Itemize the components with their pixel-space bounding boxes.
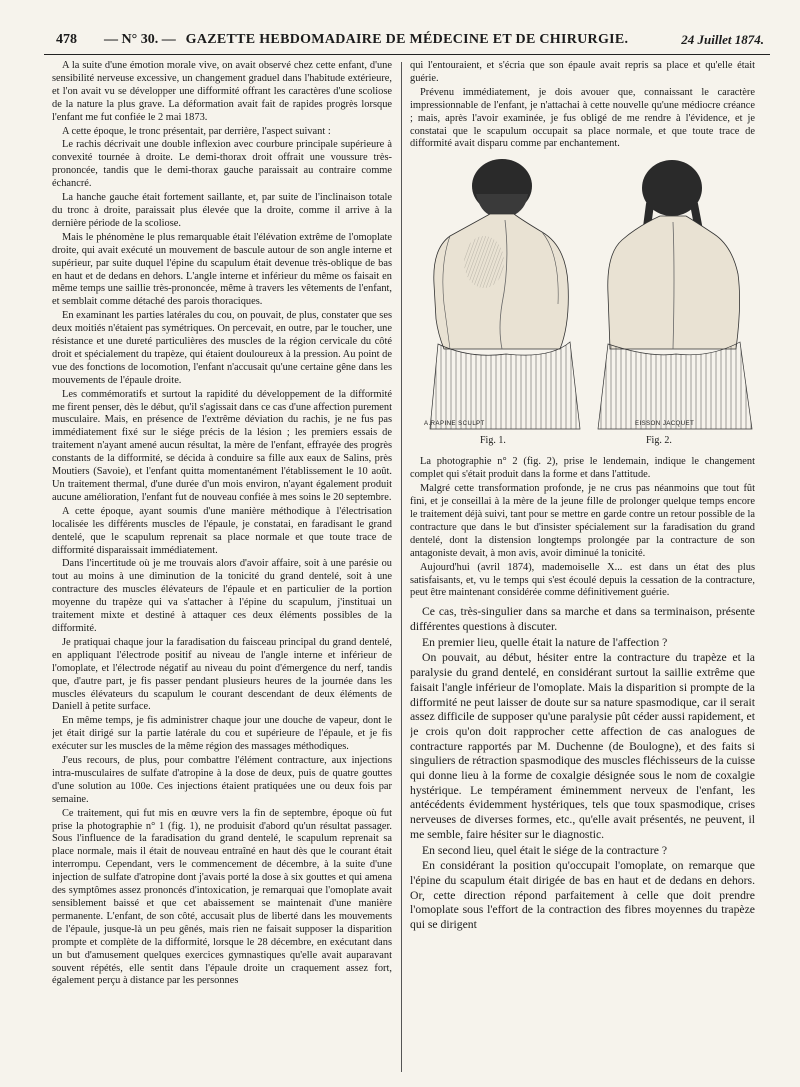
paragraph: On pouvait, au début, hésiter entre la contracture du trapèze et la paralysie du grand dentelé, en considérant surtout la saillie extrême que faisait l'angle inférieur de l'omoplate. Mais la disparition si prompte de la difformité ne peut laisser de doute sur sa nature spasmodique, car il serait assez difficile de supposer qu'une paralysie pût céder aussi rapidement, et je crois qu'on doit rapprocher cette affection de cas analogues de contracture rapportés par M. Duchenne (de Boulogne), et des faits si singuliers de rétraction spasmodique des muscles fléchisseurs de la cuisse qui donne lieu à la forme de coxalgie désignée sous le nom de coxalgie hystérique. Le tempérament éminemment nerveux de l'enfant, les antécédents évidemment hystériques, tels que toux spasmodique, crises nerveuses de diverses formes, etc., qu'elle avait présentés, ne peuvent, il me semble, faire hésiter sur le diagnostic. xyxy=(410,651,755,841)
paragraph: Ce cas, très-singulier dans sa marche et dans sa terminaison, présente différentes questions à discuter. xyxy=(410,605,755,634)
paragraph: Malgré cette transformation profonde, je ne crus pas néanmoins que tout fût fini, et je conseillai à la mère de la jeune fille de prolonger quelque temps encore le traitement déjà suivi, tant pour se mettre en garde contre un retour possible de la contracture que dans le but d'insister spécialement sur la faradisation du grand dentelé, dont la distension longtemps prolongée par la contracture de son antagoniste devait, à mon avis, avoir diminué la tonicité. xyxy=(410,483,755,559)
paragraph: A cette époque, le tronc présentait, par derrière, l'aspect suivant : xyxy=(62,125,331,137)
paragraph: Le rachis décrivait une double inflexion avec courbure principale supérieure à convexité tournée à droite. Le demi-thorax droit offrait une voussure très-prononcée, tandis que le demi-thorax gauche paraissait au contraire comme échancré. xyxy=(52,139,392,190)
paragraph: A la suite d'une émotion morale vive, on avait observé chez cette enfant, d'une sensibilité nerveuse excessive, un changement graduel dans l'habitude extérieure, et l'on avait vu se développer une difformité offrant les caractères d'une scoliose de la nature la plus grave. La déformation avait fait de rapides progrès lorsque l'enfant me fut confiée le 2 mai 1873. xyxy=(52,60,392,123)
issue-date: 24 Juillet 1874. xyxy=(681,32,764,47)
issue-number: — N° 30. — xyxy=(104,32,176,47)
paragraph: qui l'entouraient, et s'écria que son épaule avait repris sa place et qu'elle était guérie. xyxy=(410,60,755,84)
paragraph: En examinant les parties latérales du cou, on pouvait, de plus, constater que ses deux moitiés n'étaient pas symétriques. On percevait, en outre, par le toucher, une résistance et une dureté particulières des muscles de la région cervicale du côté droit et spécialement du trapèze, qui étaient douloureux à la pression. Au point de vue des fonctions de locomotion, l'enfant n'accusait qu'une certaine gêne dans les mouvements de l'épaule droite. xyxy=(52,310,392,386)
paragraph: La photographie n° 2 (fig. 2), prise le lendemain, indique le changement complet qui s'était produit dans la forme et dans l'attitude. xyxy=(410,456,755,481)
engraving-figure xyxy=(410,154,755,454)
paragraph: En même temps, je fis administrer chaque jour une douche de vapeur, dont le jet était dirigé sur la partie latérale du cou et supérieure de l'épaule, et je fis exécuter sur les muscles de la même région des massages méthodiques. xyxy=(52,715,392,753)
paragraph: Aujourd'hui (avril 1874), mademoiselle X... est dans un état des plus satisfaisants, et, vu le temps qui s'est écoulé depuis la cessation de la contracture, peut être maintenant considérée comme définitivement guérie. xyxy=(410,561,755,599)
paragraph: Les commémoratifs et surtout la rapidité du développement de la difformité me firent penser, dès le début, qu'il s'agissait dans ce cas d'une affection purement musculaire. Mais, en présence de l'extrême déviation du rachis, je ne fus pas immédiatement fixé sur le siége précis de la lésion ; les premiers essais de traitement n'ayant amené aucun résultat, la mère de l'enfant, effrayée des progrès constants de la difformité, se décida à conduire sa fille aux eaux de Salins, près Moutiers (Savoie), et l'enfant quitta momentanément l'établissement le 10 août. Un traitement thermal, d'une durée d'un mois environ, n'ayant également produit aucune amélioration, l'enfant fut de nouveau confiée à mes soins le 20 septembre. xyxy=(52,388,392,503)
column-divider xyxy=(401,62,402,1072)
paragraph: La hanche gauche était fortement saillante, et, par suite de l'inclinaison totale du tronc à droite, paraissait plus élevée que la droite, comme il arrive à la dernière période de la scoliose. xyxy=(52,192,392,229)
paragraph: Mais le phénomène le plus remarquable était l'élévation extrême de l'omoplate droite, qui avait exécuté un mouvement de bascule autour de son angle interne et supérieur, par suite duquel l'épine du scapulum était devenue très-oblique de bas en haut et de dedans en dehors. L'angle interne et inférieur du même os faisait en même temps une saillie très-prononcée, même à travers les vêtements de l'enfant, et semblait comme détaché des parois thoraciques. xyxy=(52,231,392,308)
paragraph: En considérant la position qu'occupait l'omoplate, on remarque que l'épine du scapulum était dirigée de bas en haut et de dedans en dehors. Or, cette direction répond parfaitement à celle que doit prendre l'omoplate sous l'effort de la contraction des fibres moyennes du trapèze qui se dirigent xyxy=(410,859,755,932)
page-number: 478 xyxy=(56,32,77,47)
paragraph: En second lieu, quel était le siége de la contracture ? xyxy=(422,843,668,857)
right-column xyxy=(410,60,755,1075)
engraving-illustration xyxy=(410,154,755,434)
figure-1-back-view xyxy=(430,159,580,429)
figure-2-caption: Fig. 2. xyxy=(646,435,672,447)
left-column xyxy=(52,60,392,1075)
page-header xyxy=(44,30,770,55)
engraver-signature-right: EISSON JACQUET xyxy=(635,421,695,428)
journal-title: GAZETTE HEBDOMADAIRE DE MÉDECINE ET DE CHIRURGIE. xyxy=(185,32,629,47)
paragraph: Je pratiquai chaque jour la faradisation du faisceau principal du grand dentelé, en appliquant l'électrode positif au niveau de l'angle interne et inférieur de l'omoplate, et l'électrode négatif au niveau du point d'émergence du nerf, tandis que, d'autre part, je fis passer pendant plusieurs heures de la journée dans les muscles élévateurs du scapulum le courant descendant de deux éléments de Daniell à petite surface. xyxy=(52,636,392,713)
paragraph: Dans l'incertitude où je me trouvais alors d'avoir affaire, soit à une parésie ou tout au moins à une diminution de la tonicité du grand dentelé, soit à une contracture des muscles élévateurs de l'épaule et en particulier de la portion moyenne du trapèze qui va s'attacher à l'épine du scapulum, j'instituai un traitement mixte et destiné à attaquer ces deux éléments possibles de la difformité. xyxy=(52,558,392,634)
paragraph: Ce traitement, qui fut mis en œuvre vers la fin de septembre, époque où fut prise la photographie n° 1 (fig. 1), ne produisit d'abord qu'un résultat passager. Sous l'influence de la faradisation du grand dentelé, le scapulum reprenait sa place normale, mais il était de nouveau entraîné en haut dès que le courant était interrompu. Cependant, vers le commencement de décembre, à la suite d'une injection de sulfate d'atropine dont j'avais porté la dose à six gouttes et qui amena des symptômes assez prononcés d'intoxication, je remarquai que l'omoplate avait sensiblement baissé et que cet abaissement se maintenait d'une manière permanente. L'enfant, de son côté, accusait plus de liberté dans les mouvements de l'épaule, jusque-là un peu gênés, mais rien ne faisait supposer la disparition prompte et complète de la difformité, lorsque le 28 décembre, en exécutant dans un but d'amusement quelques exercices gymnastiques qu'elle avait auparavant souvent répétés, elle sentit dans l'épaule droite un craquement assez fort, également perçu à distance par les personnes xyxy=(52,807,392,987)
paragraph: A cette époque, ayant soumis d'une manière méthodique à l'électrisation localisée les différents muscles de l'épaule, je constatai, en faradisant le grand dentelé, que le scapulum reprenait sa place normale et que toute trace de difformité disparaissait immédiatement. xyxy=(52,505,392,556)
paragraph: Prévenu immédiatement, je dois avouer que, connaissant le caractère impressionnable de l'enfant, je n'attachai à cette nouvelle qu'une médiocre créance ; mais, après l'avoir examinée, je fus obligé de me rendre à l'évidence, et je constatai que le scapulum occupait sa place normale, et que toute trace de difformité avait disparu comme par enchantement. xyxy=(410,86,755,150)
figure-1-caption: Fig. 1. xyxy=(480,435,506,447)
figure-2-back-view xyxy=(598,160,752,429)
engraver-signature-left: A.RAPINE SCULPT xyxy=(424,421,485,428)
paragraph: En premier lieu, quelle était la nature de l'affection ? xyxy=(422,635,668,649)
paragraph: J'eus recours, de plus, pour combattre l'élément contracture, aux injections intra-musculaires de sulfate d'atropine à la dose de deux, puis de quatre gouttes d'une solution au 100e. Ces injections étaient pratiquées une ou deux fois par semaine. xyxy=(52,755,392,805)
